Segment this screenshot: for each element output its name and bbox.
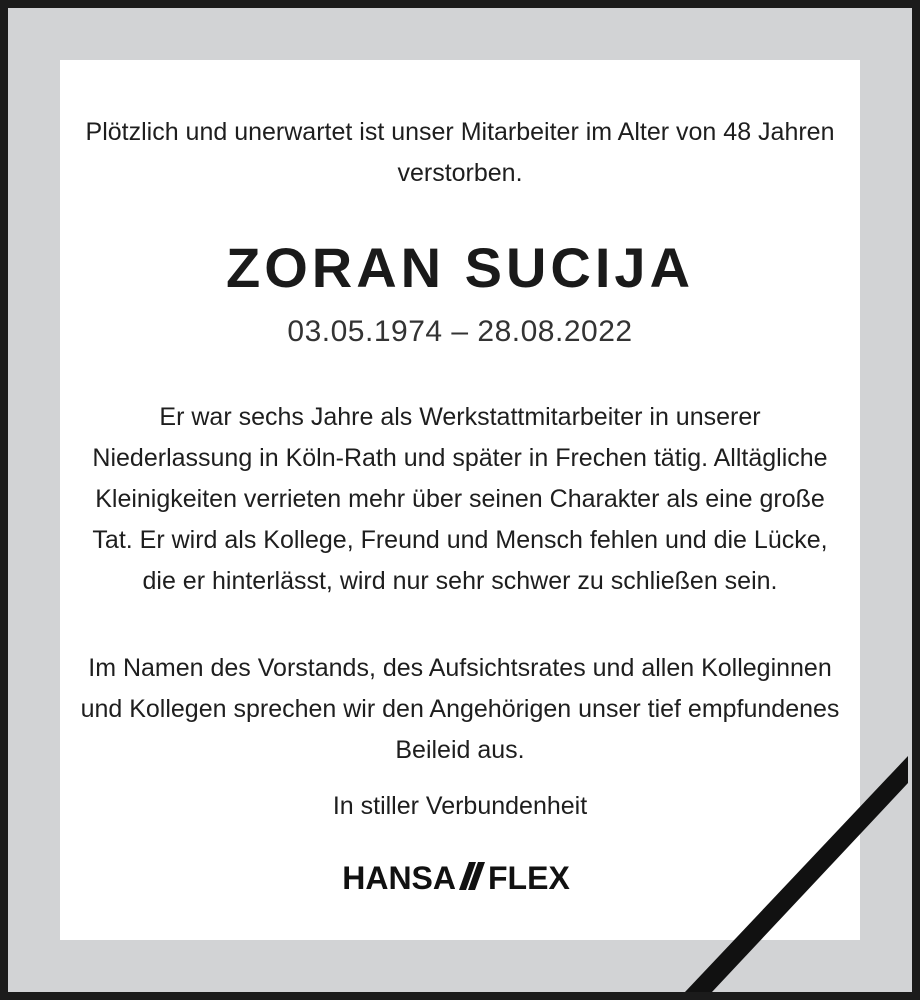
logo-text-right: FLEX [488, 860, 570, 894]
closing-text: In stiller Verbundenheit [332, 792, 588, 820]
logo-text-left: HANSA [342, 860, 456, 894]
condolence-text: Im Namen des Vorstands, des Aufsichtsrates und allen Kolleginnen und Kollegen sprechen wir den Angehörigen unser tief empfundenes Beileid aus. [80, 654, 840, 764]
life-dates: 03.05.1974 – 28.08.2022 [287, 315, 633, 348]
biography-text: Er war sechs Jahre als Werkstattmitarbeiter in unserer Niederlassung in Köln-Rath und später in Frechen tätig. Alltägliche Kleinigkeiten verrieten mehr über seinen Charakter als eine große Tat. Er wird als Kollege, Freund und Mensch fehlen und die Lücke, die er hinterlässt, wird nur sehr schwer zu schließen sein. [92, 403, 828, 595]
deceased-name: ZORAN SUCIJA [225, 236, 695, 299]
intro-text: Plötzlich und unerwartet ist unser Mitarbeiter im Alter von 48 Jahren verstorben. [85, 118, 835, 187]
hansaflex-logo [310, 858, 610, 894]
